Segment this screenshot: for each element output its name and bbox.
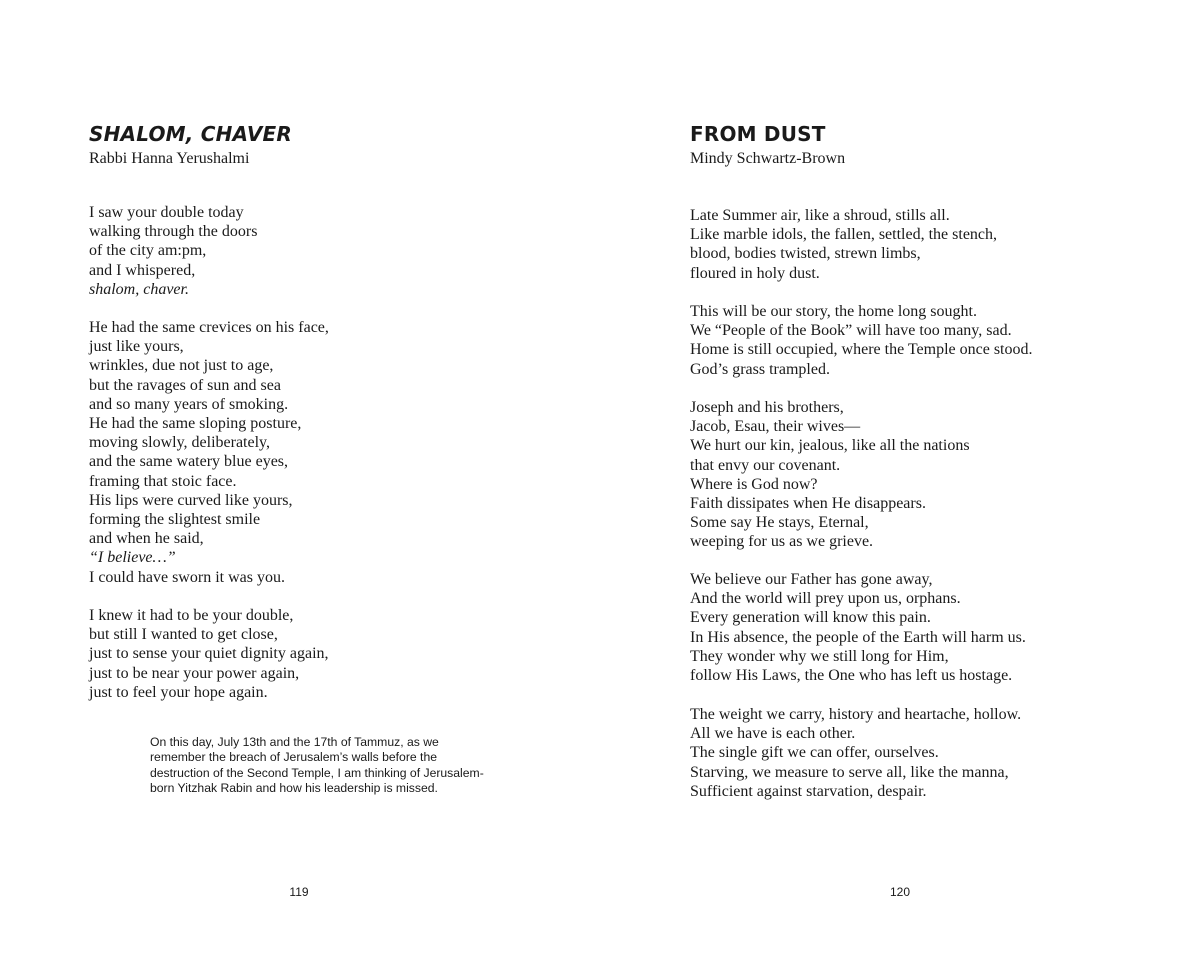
page-number: 120 — [889, 885, 911, 899]
poem-line: Starving, we measure to serve all, like the manna, — [690, 763, 1009, 781]
poem-line: walking through the doors — [89, 223, 258, 241]
poem-line: forming the slightest smile — [89, 511, 261, 529]
poem-line: In His absence, the people of the Earth will harm us. — [690, 628, 1026, 646]
page-number: 119 — [289, 885, 309, 899]
poem-line: Where is God now? — [690, 475, 818, 493]
poem-line: weeping for us as we grieve. — [690, 533, 874, 551]
poem-line: just like yours, — [89, 338, 184, 356]
poem-author: Mindy Schwartz-Brown — [690, 150, 846, 167]
poem-line: I knew it had to be your double, — [89, 607, 294, 624]
poem-line: Late Summer air, like a shroud, stills all. — [690, 207, 950, 224]
poem-line: framing that stoic face. — [89, 472, 237, 490]
poem-line: and the same watery blue eyes, — [89, 453, 289, 471]
poem-line: Faith dissipates when He disappears. — [690, 495, 926, 513]
poem-line: just to feel your hope again. — [89, 683, 268, 701]
stanza — [89, 203, 257, 299]
stanza — [690, 570, 1026, 685]
poem-line: The weight we carry, history and heartache, hollow. — [690, 706, 1022, 723]
poem-line: He had the same crevices on his face, — [89, 319, 329, 336]
poem-line: follow His Laws, the One who has left us hostage. — [690, 667, 1013, 685]
poem-line: shalom, chaver. — [89, 280, 189, 298]
right-page — [600, 0, 1200, 960]
poem-line: He had the same sloping posture, — [89, 415, 302, 433]
poem-line: They wonder why we still long for Him, — [690, 647, 949, 665]
poem-line: blood, bodies twisted, strewn limbs, — [690, 245, 921, 263]
stanza — [690, 302, 1033, 379]
poem-line: Jacob, Esau, their wives— — [690, 418, 861, 436]
poem-line: And the world will prey upon us, orphans. — [690, 590, 961, 608]
poem-line: We “People of the Book” will have too many, sad. — [690, 322, 1012, 340]
poem-title: SHALOM, CHAVER — [89, 122, 292, 146]
poem-line: just to sense your quiet dignity again, — [89, 645, 329, 663]
author-note: On this day, July 13th and the 17th of Tammuz, as we remember the breach of Jerusalem’s walls before the destruction of the Second Temple, I am thinking of Jerusalem-born Yitzhak Rabin and how his leadership is missed. — [150, 735, 484, 796]
poem-line: Some say He stays, Eternal, — [690, 514, 869, 532]
poem-line: Sufficient against starvation, despair. — [690, 782, 927, 800]
poem-line: that envy our covenant. — [690, 456, 841, 474]
poem-line: The single gift we can offer, ourselves. — [690, 744, 939, 762]
poem-line: Every generation will know this pain. — [690, 609, 931, 627]
poem-line: We hurt our kin, jealous, like all the nations — [690, 437, 970, 455]
poem-line: Home is still occupied, where the Temple once stood. — [690, 341, 1033, 359]
stanza — [89, 318, 329, 587]
poem-line: Like marble idols, the fallen, settled, the stench, — [690, 226, 998, 244]
stanza — [690, 206, 997, 283]
stanza — [89, 606, 329, 702]
poem-line: of the city am:pm, — [89, 242, 207, 260]
poem-line: but still I wanted to get close, — [89, 626, 278, 644]
poem-line: I could have sworn it was you. — [89, 568, 285, 586]
poem-line: floured in holy dust. — [690, 264, 820, 282]
poem-title: FROM DUST — [690, 122, 826, 146]
stanza — [690, 705, 1021, 801]
poem-line: moving slowly, deliberately, — [89, 434, 270, 452]
poem-line: Joseph and his brothers, — [690, 399, 844, 416]
poem-line: All we have is each other. — [690, 725, 856, 743]
poem-line: and when he said, — [89, 530, 204, 548]
poem-line: “I believe…” — [89, 549, 176, 567]
poem-line: and I whispered, — [89, 261, 196, 279]
stanza — [690, 398, 970, 552]
poem-author: Rabbi Hanna Yerushalmi — [89, 150, 250, 167]
poem-line: We believe our Father has gone away, — [690, 571, 933, 588]
poem-line: This will be our story, the home long sought. — [690, 303, 977, 320]
poem-line: but the ravages of sun and sea — [89, 376, 281, 394]
poem-line: and so many years of smoking. — [89, 395, 289, 413]
poem-line: wrinkles, due not just to age, — [89, 357, 274, 375]
poem-line: just to be near your power again, — [89, 664, 300, 682]
poem-line: God’s grass trampled. — [690, 360, 830, 378]
poem-line: His lips were curved like yours, — [89, 491, 293, 509]
poem-line: I saw your double today — [89, 204, 244, 221]
